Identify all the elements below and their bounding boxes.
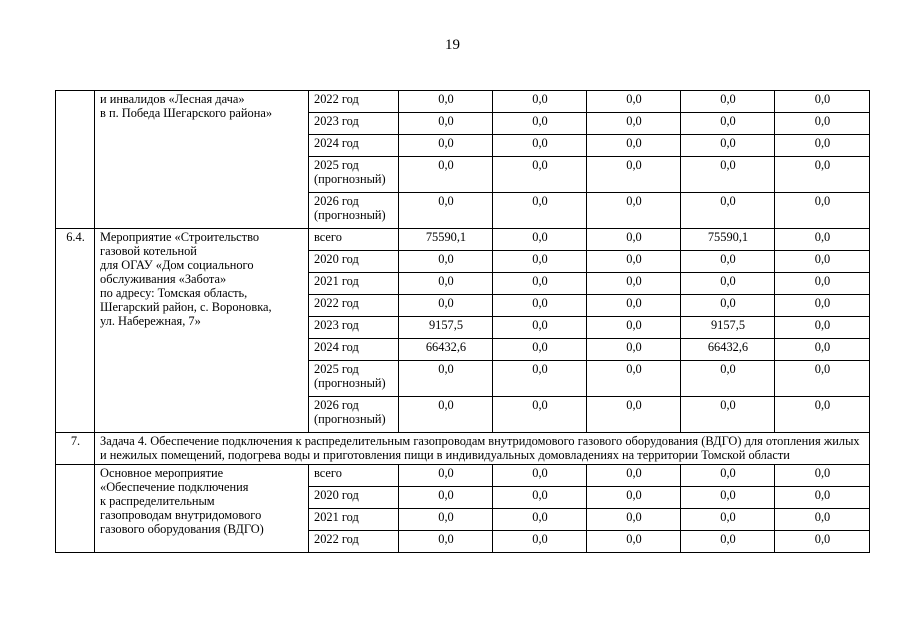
row-number: [56, 465, 95, 553]
value-cell: 0,0: [587, 229, 681, 251]
value-cell: 0,0: [775, 531, 870, 553]
activity-name-line: к распределительным: [100, 494, 215, 508]
year-line: (прогнозный): [314, 208, 386, 222]
activity-name-line: газопроводам внутридомового: [100, 508, 262, 522]
year-cell: [309, 295, 399, 317]
year-line: всего: [314, 230, 342, 244]
value-cell: 75590,1: [681, 229, 775, 251]
activity-name: [95, 465, 309, 553]
year-line: 2026 год: [314, 398, 359, 412]
value-cell: 0,0: [587, 531, 681, 553]
value-cell: 0,0: [587, 465, 681, 487]
table-row: [56, 229, 870, 251]
value-cell: 0,0: [587, 361, 681, 397]
row-number: 6.4.: [56, 229, 95, 433]
value-cell: 0,0: [399, 193, 493, 229]
value-cell: 0,0: [587, 509, 681, 531]
value-cell: 0,0: [587, 339, 681, 361]
value-cell: 0,0: [493, 229, 587, 251]
activity-name-line: Основное мероприятие: [100, 466, 224, 480]
value-cell: 0,0: [775, 113, 870, 135]
value-cell: 0,0: [775, 317, 870, 339]
year-cell: [309, 339, 399, 361]
value-cell: 0,0: [493, 135, 587, 157]
program-table: [55, 90, 870, 553]
value-cell: 0,0: [775, 339, 870, 361]
value-cell: 0,0: [399, 509, 493, 531]
year-cell: [309, 193, 399, 229]
value-cell: 66432,6: [399, 339, 493, 361]
value-cell: 0,0: [681, 157, 775, 193]
task-number: 7.: [56, 433, 95, 465]
value-cell: 0,0: [493, 509, 587, 531]
task-row: [56, 433, 870, 465]
value-cell: 0,0: [775, 273, 870, 295]
value-cell: 0,0: [493, 193, 587, 229]
value-cell: 0,0: [493, 251, 587, 273]
value-cell: 0,0: [775, 397, 870, 433]
year-cell: [309, 317, 399, 339]
value-cell: 0,0: [399, 487, 493, 509]
year-cell: [309, 487, 399, 509]
year-line: (прогнозный): [314, 172, 386, 186]
activity-name-line: газового оборудования (ВДГО): [100, 522, 264, 536]
value-cell: 0,0: [493, 273, 587, 295]
value-cell: 0,0: [587, 157, 681, 193]
value-cell: 0,0: [493, 361, 587, 397]
year-cell: [309, 465, 399, 487]
value-cell: 0,0: [587, 251, 681, 273]
year-line: 2023 год: [314, 114, 359, 128]
value-cell: 0,0: [681, 465, 775, 487]
activity-name-line: по адресу: Томская область,: [100, 286, 248, 300]
year-line: (прогнозный): [314, 376, 386, 390]
value-cell: 9157,5: [399, 317, 493, 339]
value-cell: 0,0: [493, 295, 587, 317]
activity-name-line: Мероприятие «Строительство: [100, 230, 260, 244]
value-cell: 0,0: [775, 135, 870, 157]
task-text: Задача 4. Обеспечение подключения к распределительным газопроводам внутридомового газового оборудования (ВДГО) для отопления жилых и нежилых помещений, подогрева воды и приготовления пищи в индивидуальных домовладениях на территории Томской области: [95, 433, 870, 465]
year-cell: [309, 397, 399, 433]
value-cell: 0,0: [681, 113, 775, 135]
value-cell: 0,0: [493, 339, 587, 361]
value-cell: 75590,1: [399, 229, 493, 251]
value-cell: 0,0: [587, 135, 681, 157]
value-cell: 0,0: [493, 157, 587, 193]
value-cell: 0,0: [681, 361, 775, 397]
year-line: 2022 год: [314, 296, 359, 310]
value-cell: 0,0: [775, 295, 870, 317]
year-cell: [309, 229, 399, 251]
value-cell: 0,0: [493, 91, 587, 113]
activity-name: [95, 91, 309, 229]
value-cell: 0,0: [399, 157, 493, 193]
year-line: 2025 год: [314, 362, 359, 376]
activity-name-line: для ОГАУ «Дом социального: [100, 258, 254, 272]
activity-name-line: в п. Победа Шегарского района»: [100, 106, 273, 120]
value-cell: 0,0: [587, 91, 681, 113]
value-cell: 0,0: [775, 509, 870, 531]
year-cell: [309, 113, 399, 135]
year-cell: [309, 157, 399, 193]
year-cell: [309, 91, 399, 113]
value-cell: 0,0: [399, 531, 493, 553]
value-cell: 0,0: [493, 531, 587, 553]
year-line: 2022 год: [314, 92, 359, 106]
value-cell: 0,0: [399, 91, 493, 113]
value-cell: 0,0: [587, 113, 681, 135]
activity-name: [95, 229, 309, 433]
value-cell: 0,0: [775, 251, 870, 273]
value-cell: 0,0: [399, 295, 493, 317]
value-cell: 0,0: [493, 317, 587, 339]
value-cell: 0,0: [399, 361, 493, 397]
year-line: (прогнозный): [314, 412, 386, 426]
value-cell: 0,0: [775, 361, 870, 397]
value-cell: 0,0: [587, 193, 681, 229]
value-cell: 0,0: [493, 397, 587, 433]
value-cell: 0,0: [681, 531, 775, 553]
year-line: 2021 год: [314, 510, 359, 524]
value-cell: 0,0: [399, 113, 493, 135]
value-cell: 0,0: [775, 157, 870, 193]
activity-name-line: Шегарский район, с. Вороновка,: [100, 300, 272, 314]
value-cell: 0,0: [587, 397, 681, 433]
activity-name-line: газовой котельной: [100, 244, 197, 258]
row-number: [56, 91, 95, 229]
value-cell: 0,0: [681, 251, 775, 273]
value-cell: 0,0: [493, 465, 587, 487]
activity-name-line: и инвалидов «Лесная дача»: [100, 92, 245, 106]
value-cell: 0,0: [399, 397, 493, 433]
value-cell: 0,0: [681, 193, 775, 229]
page-number: 19: [445, 37, 460, 53]
year-cell: [309, 531, 399, 553]
value-cell: 0,0: [587, 273, 681, 295]
value-cell: 0,0: [493, 487, 587, 509]
value-cell: 0,0: [587, 317, 681, 339]
value-cell: 0,0: [775, 91, 870, 113]
value-cell: 0,0: [399, 465, 493, 487]
year-line: 2024 год: [314, 136, 359, 150]
year-cell: [309, 509, 399, 531]
value-cell: 0,0: [681, 509, 775, 531]
value-cell: 9157,5: [681, 317, 775, 339]
year-line: 2021 год: [314, 274, 359, 288]
value-cell: 0,0: [681, 295, 775, 317]
year-line: 2020 год: [314, 488, 359, 502]
value-cell: 0,0: [681, 273, 775, 295]
year-line: 2024 год: [314, 340, 359, 354]
year-line: 2023 год: [314, 318, 359, 332]
year-cell: [309, 273, 399, 295]
table-row: [56, 91, 870, 113]
value-cell: 0,0: [493, 113, 587, 135]
value-cell: 0,0: [681, 487, 775, 509]
year-line: 2020 год: [314, 252, 359, 266]
table-row: [56, 465, 870, 487]
year-line: 2022 год: [314, 532, 359, 546]
value-cell: 0,0: [775, 193, 870, 229]
year-cell: [309, 251, 399, 273]
year-cell: [309, 361, 399, 397]
value-cell: 0,0: [681, 397, 775, 433]
value-cell: 66432,6: [681, 339, 775, 361]
activity-name-line: «Обеспечение подключения: [100, 480, 249, 494]
year-line: 2025 год: [314, 158, 359, 172]
year-line: 2026 год: [314, 194, 359, 208]
year-line: всего: [314, 466, 342, 480]
year-cell: [309, 135, 399, 157]
value-cell: 0,0: [587, 487, 681, 509]
value-cell: 0,0: [775, 487, 870, 509]
value-cell: 0,0: [681, 91, 775, 113]
value-cell: 0,0: [775, 465, 870, 487]
value-cell: 0,0: [399, 273, 493, 295]
value-cell: 0,0: [775, 229, 870, 251]
activity-name-line: ул. Набережная, 7»: [100, 314, 201, 328]
activity-name-line: обслуживания «Забота»: [100, 272, 227, 286]
value-cell: 0,0: [587, 295, 681, 317]
value-cell: 0,0: [681, 135, 775, 157]
value-cell: 0,0: [399, 251, 493, 273]
value-cell: 0,0: [399, 135, 493, 157]
